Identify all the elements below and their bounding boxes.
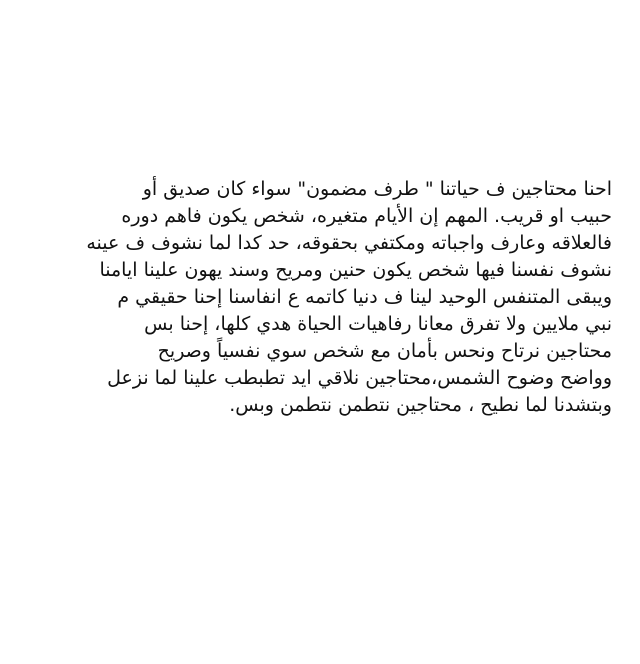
paragraph-line-9: وبتشدنا لما نطيح ، محتاجين نتطمن نتطمن وبس.: [229, 394, 612, 416]
paragraph-line-4: نشوف نفسنا فيها شخص يكون حنين ومريح وسند يهون علينا ايامنا: [99, 259, 612, 281]
paragraph-line-1: احنا محتاجين ف حياتنا " طرف مضمون" سواء كان صديق أو: [142, 178, 612, 200]
paragraph-line-7: محتاجين نرتاح ونحس بأمان مع شخص سوي نفسياً وصريح: [157, 340, 612, 362]
arabic-paragraph: [52, 176, 612, 419]
paragraph-line-5: ويبقى المتنفس الوحيد لينا ف دنيا كاتمه ع انفاسنا إحنا حقيقي م: [117, 286, 612, 308]
paragraph-line-8: وواضح وضوح الشمس،محتاجين نلاقي ايد تطبطب علينا لما نزعل: [107, 367, 612, 389]
paragraph-line-2: حبيب او قريب. المهم إن الأيام متغيره، شخص يكون فاهم دوره: [121, 205, 612, 227]
paragraph-line-3: فالعلاقه وعارف واجباته ومكتفي بحقوقه، حد كدا لما نشوف ف عينه: [86, 232, 612, 254]
paragraph-line-6: نبي ملايين ولا تفرق معانا رفاهيات الحياة هدي كلها، إحنا بس: [144, 313, 612, 335]
